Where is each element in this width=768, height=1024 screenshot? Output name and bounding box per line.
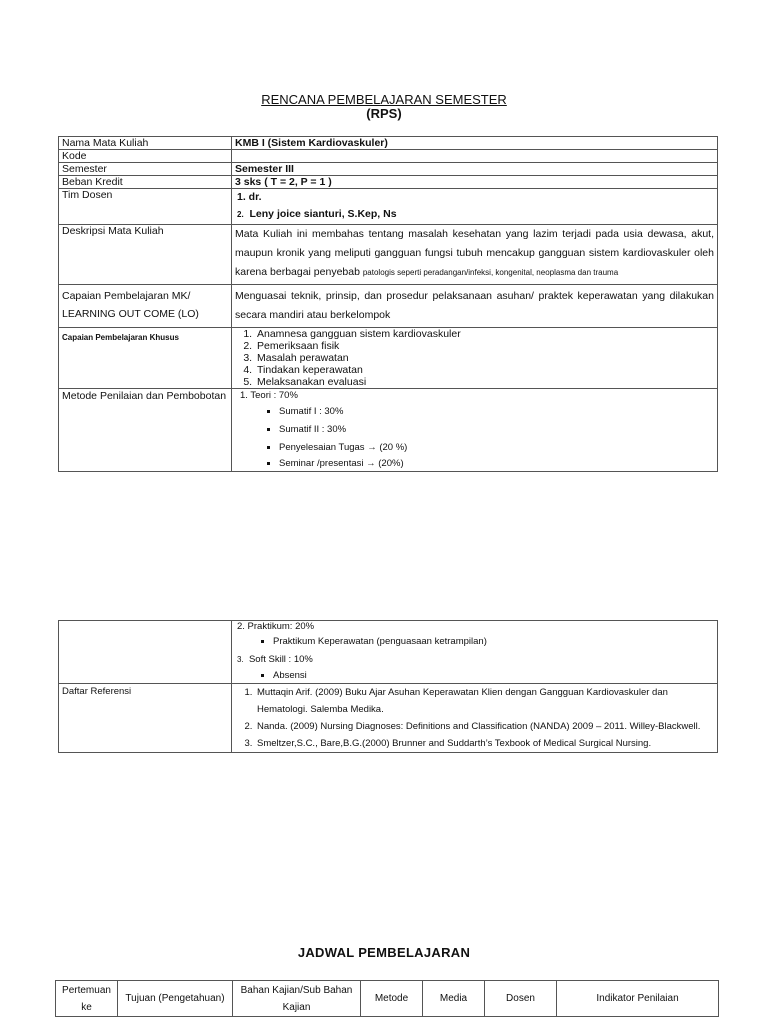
softskill-line: [237, 651, 714, 669]
list-item: ▪ Seminar /presentasi → (20%): [279, 457, 714, 471]
metode-value: [232, 389, 718, 472]
khusus-list: [235, 328, 714, 388]
list-item: ▪ Praktikum Keperawatan (penguasaan ketrampilan): [273, 633, 714, 651]
list-item: ▪ Absensi: [273, 669, 714, 683]
deskripsi-small: patologis seperti peradangan/infeksi, kongenital, neoplasma dan trauma: [362, 268, 619, 277]
list-item: 2. Pemeriksaan fisik: [255, 340, 714, 352]
teori-label: 1. Teori : 70%: [240, 390, 298, 401]
jadwal-title: JADWAL PEMBELAJARAN: [297, 945, 471, 960]
referensi-value: [232, 684, 718, 753]
khusus-value: [232, 328, 718, 389]
referensi-list: [235, 684, 714, 752]
course-info-table: [58, 136, 718, 472]
deskripsi-text: Mata Kuliah ini membahas tentang masalah kesehatan yang lazim terjadi pada usia dewasa, akut, maupun kronik yang meliputi gangguan fungsi tubuh mencakup gangguan sistem kardiovaskuler oleh karena berbagai penyebab: [235, 228, 714, 278]
list-item: 1. Muttaqin Arif. (2009) Buku Ajar Asuhan Keperawatan Klien dengan Gangguan Kardiovaskuler dan Hematologi. Salemba Medika.: [255, 684, 714, 718]
continuation-value: [232, 621, 718, 684]
list-item: 5. Melaksanakan evaluasi: [255, 376, 714, 388]
deskripsi-value: [232, 225, 718, 285]
tim-member-2-name: Leny joice sianturi, S.Kep, Ns: [249, 208, 397, 220]
list-item: ▪ Sumatif I : 30%: [279, 403, 714, 421]
continuation-empty-cell: [59, 621, 232, 684]
table-row: [59, 163, 718, 176]
tim-label: Tim Dosen: [59, 189, 232, 225]
list-item: 1. Anamnesa gangguan sistem kardiovaskuler: [255, 328, 714, 340]
praktikum-list: [237, 633, 714, 651]
beban-value: 3 sks ( T = 2, P = 1 ): [232, 176, 718, 189]
table-row: [59, 189, 718, 225]
metode-label: Metode Penilaian dan Pembobotan: [59, 389, 232, 472]
tim-member-2: [237, 205, 714, 224]
table-row: [59, 684, 718, 753]
semester-value: Semester III: [232, 163, 718, 176]
table-row: [59, 389, 718, 472]
semester-label: Semester: [59, 163, 232, 176]
jadwal-table: [55, 980, 719, 1017]
tim-member-1: 1. dr.: [237, 191, 262, 203]
nama-label: Nama Mata Kuliah: [59, 137, 232, 150]
tim-value: [232, 189, 718, 225]
kode-label: Kode: [59, 150, 232, 163]
table-header-row: [56, 981, 719, 1017]
header-media: Media: [423, 981, 485, 1017]
header-tujuan: Tujuan (Pengetahuan): [118, 981, 233, 1017]
table-row: [59, 150, 718, 163]
softskill-label: Soft Skill : 10%: [248, 654, 313, 665]
capaian-label-line-1: Capaian Pembelajaran MK/: [62, 290, 191, 302]
khusus-label-text: Capaian Pembelajaran Khusus: [62, 333, 179, 342]
table-row: [59, 621, 718, 684]
list-item: 2. Nanda. (2009) Nursing Diagnoses: Definitions and Classification (NANDA) 2009 – 2011. Willey-Blackwell.: [255, 718, 714, 735]
softskill-num: 3.: [237, 655, 244, 664]
header-metode: Metode: [361, 981, 423, 1017]
deskripsi-label: Deskripsi Mata Kuliah: [59, 225, 232, 285]
tim-member-2-num: 2.: [237, 210, 244, 219]
referensi-label: Daftar Referensi: [59, 684, 232, 753]
table-row: [59, 225, 718, 285]
document-subtitle: (RPS): [366, 106, 402, 121]
table-row: [59, 328, 718, 389]
table-row: [59, 176, 718, 189]
header-pertemuan: Pertemuan ke: [56, 981, 118, 1017]
document-title: RENCANA PEMBELAJARAN SEMESTER: [261, 92, 507, 107]
beban-label: Beban Kredit: [59, 176, 232, 189]
list-item: 4. Tindakan keperawatan: [255, 364, 714, 376]
list-item: ▪ Penyelesaian Tugas → (20 %): [279, 439, 714, 457]
teori-list: [235, 403, 714, 471]
header-bahan: Bahan Kajian/Sub Bahan Kajian: [233, 981, 361, 1017]
continuation-table: [58, 620, 718, 753]
nama-value: KMB I (Sistem Kardiovaskuler): [232, 137, 718, 150]
khusus-label: [59, 328, 232, 389]
list-item: ▪ Sumatif II : 30%: [279, 421, 714, 439]
capaian-label-line-2: LEARNING OUT COME (LO): [62, 308, 199, 320]
table-row: [59, 285, 718, 328]
list-item: 3. Masalah perawatan: [255, 352, 714, 364]
header-indikator: Indikator Penilaian: [557, 981, 719, 1017]
capaian-label: [59, 285, 232, 328]
praktikum-label: 2. Praktikum: 20%: [237, 621, 315, 632]
header-dosen: Dosen: [485, 981, 557, 1017]
table-row: [59, 137, 718, 150]
list-item: 3. Smeltzer,S.C., Bare,B.G.(2000) Brunner and Suddarth’s Texbook of Medical Surgical Nursing.: [255, 735, 714, 752]
kode-value: [232, 150, 718, 163]
capaian-value: Menguasai teknik, prinsip, dan prosedur pelaksanaan asuhan/ praktek keperawatan yang dilakukan secara mandiri atau berkelompok: [232, 285, 718, 328]
softskill-list: [237, 669, 714, 683]
